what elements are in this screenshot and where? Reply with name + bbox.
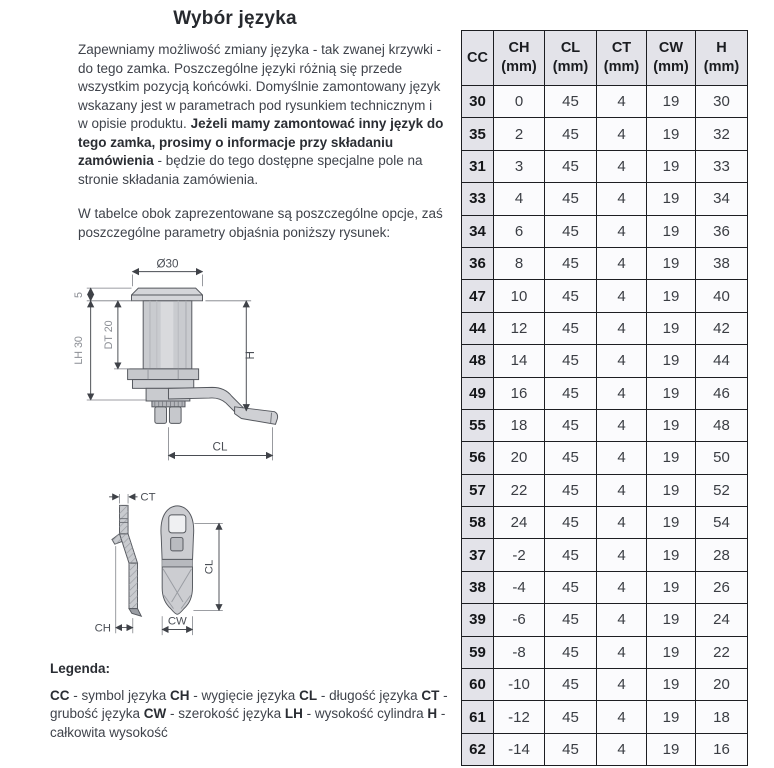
value-cell: 48 [696,409,748,441]
h-dim-label: H [244,351,258,360]
row-key-cell: 62 [462,733,494,765]
value-cell: 4 [597,571,647,603]
value-cell: 18 [494,409,545,441]
value-cell: 28 [696,539,748,571]
value-cell: 4 [597,733,647,765]
intro-text-1: Zapewniamy możliwość zmiany języka - tak zwanej krzywki - do tego zamka. Poszczególne języki różnią się przede wszystkim pozycją końcówki. Domyślnie zamontowany język wskazany jest w parametrach pod rysunkiem technicznym i w opisie produktu. [78,42,442,131]
value-cell: 54 [696,507,748,539]
value-cell: 19 [647,539,696,571]
table-row [462,215,748,247]
toothed-washer [152,401,185,407]
value-cell: 4 [597,507,647,539]
value-cell: 4 [494,183,545,215]
value-cell: 4 [597,247,647,279]
value-cell: 45 [545,539,597,571]
value-cell: -14 [494,733,545,765]
head-height-dim-label: 5 [72,291,85,298]
table-row [462,377,748,409]
value-cell: 45 [545,312,597,344]
value-cell: 45 [545,409,597,441]
value-cell: 45 [545,474,597,506]
legend-desc: - wysokość cylindra [302,706,428,721]
value-cell: 19 [647,345,696,377]
value-cell: 45 [545,215,597,247]
value-cell: 36 [696,215,748,247]
ct-dim-label: CT [140,491,156,504]
value-cell: 4 [597,669,647,701]
value-cell: 4 [597,150,647,182]
value-cell: 4 [597,409,647,441]
cl-dim-label: CL [203,559,216,575]
value-cell: 19 [647,442,696,474]
value-cell: 45 [545,183,597,215]
table-row [462,150,748,182]
spec-table [461,30,748,766]
value-cell: 4 [597,345,647,377]
value-cell: 24 [494,507,545,539]
legend-section [50,660,452,742]
value-cell: 19 [647,150,696,182]
value-cell: 19 [647,377,696,409]
value-cell: 45 [545,86,597,118]
row-key-cell: 58 [462,507,494,539]
table-row [462,86,748,118]
intro-text-2: - będzie do tego dostępne specjalne pole na stronie składania zamówienia. [78,153,423,187]
value-cell: 45 [545,247,597,279]
value-cell: 45 [545,733,597,765]
prong-left [155,407,167,424]
cw-dim-label: CW [167,615,187,628]
value-cell: 4 [597,636,647,668]
row-key-cell: 57 [462,474,494,506]
row-key-cell: 37 [462,539,494,571]
ch-dim-label: CH [94,622,111,635]
cl-dim-label: CL [212,440,228,454]
value-cell: 45 [545,636,597,668]
table-row [462,345,748,377]
value-cell: 32 [696,118,748,150]
value-cell: 19 [647,183,696,215]
value-cell: 4 [597,183,647,215]
value-cell: 50 [696,442,748,474]
row-key-cell: 30 [462,86,494,118]
value-cell: 44 [696,345,748,377]
value-cell: 45 [545,377,597,409]
table-row [462,474,748,506]
lock-head [132,288,203,301]
dt-dim-label: DT 20 [103,320,116,350]
intro-text-bold: Jeżeli mamy zamontować inny język do tego zamka, prosimy o informacje przy składaniu zamówienia [78,116,444,168]
value-cell: 4 [597,215,647,247]
table-note-paragraph: W tabelce obok zaprezentowane są poszczególne opcje, zaś poszczególne parametry objaśnia poniższy rysunek: [78,206,443,240]
value-cell: 4 [597,312,647,344]
cam-front-view [161,506,194,614]
legend-desc: - całkowita wysokość [50,706,446,740]
value-cell: 26 [696,571,748,603]
value-cell: 19 [647,409,696,441]
value-cell: 45 [545,150,597,182]
value-cell: 22 [696,636,748,668]
row-key-cell: 56 [462,442,494,474]
value-cell: 19 [647,507,696,539]
spec-table-head-row [462,31,748,86]
table-row [462,442,748,474]
row-key-cell: 33 [462,183,494,215]
value-cell: 45 [545,571,597,603]
value-cell: 2 [494,118,545,150]
legend-text [50,687,452,743]
legend-key: CT [421,687,440,703]
table-row [462,507,748,539]
value-cell: 38 [696,247,748,279]
value-cell: 19 [647,312,696,344]
table-row [462,604,748,636]
legend-desc: - grubość języka [50,687,448,721]
table-row [462,409,748,441]
legend-key: CL [299,687,318,703]
value-cell: 19 [647,733,696,765]
value-cell: 8 [494,247,545,279]
value-cell: 4 [597,604,647,636]
value-cell: 4 [597,701,647,733]
column-header-ch: CH (mm) [494,31,545,86]
row-key-cell: 49 [462,377,494,409]
value-cell: 45 [545,118,597,150]
table-row [462,733,748,765]
value-cell: 16 [494,377,545,409]
value-cell: 20 [494,442,545,474]
value-cell: 4 [597,442,647,474]
column-header-cl: CL (mm) [545,31,597,86]
table-row [462,669,748,701]
value-cell: 19 [647,571,696,603]
row-key-cell: 39 [462,604,494,636]
legend-key: CH [170,687,190,703]
value-cell: 14 [494,345,545,377]
row-key-cell: 61 [462,701,494,733]
lock-side-view-drawing [50,258,320,472]
table-row [462,183,748,215]
column-header-cw: CW (mm) [647,31,696,86]
value-cell: 4 [597,377,647,409]
value-cell: 22 [494,474,545,506]
legend-key: CC [50,687,70,703]
page-title: Wybór języka [173,8,297,29]
spec-table-head [462,31,748,86]
legend-desc: - symbol języka [69,687,171,703]
row-key-cell: 36 [462,247,494,279]
row-key-cell: 34 [462,215,494,247]
row-key-cell: 59 [462,636,494,668]
cam-side-view [112,505,141,616]
value-cell: 4 [597,539,647,571]
legend-desc: - wygięcie języka [189,687,300,703]
value-cell: 4 [597,86,647,118]
value-cell: 42 [696,312,748,344]
legend-key: LH [284,706,303,721]
table-row [462,312,748,344]
row-key-cell: 44 [462,312,494,344]
value-cell: 20 [696,669,748,701]
column-header-h: H (mm) [696,31,748,86]
value-cell: 16 [696,733,748,765]
value-cell: 0 [494,86,545,118]
value-cell: 19 [647,636,696,668]
table-row [462,118,748,150]
row-key-cell: 38 [462,571,494,603]
value-cell: 45 [545,507,597,539]
prong-right [169,407,181,424]
table-row [462,701,748,733]
value-cell: 4 [597,474,647,506]
value-cell: 45 [545,442,597,474]
hex-nut [128,369,199,380]
table-row [462,247,748,279]
row-key-cell: 60 [462,669,494,701]
row-key-cell: 48 [462,345,494,377]
value-cell: 30 [696,86,748,118]
value-cell: 19 [647,474,696,506]
legend-desc: - długość języka [317,687,422,703]
value-cell: 19 [647,215,696,247]
value-cell: 45 [545,701,597,733]
value-cell: 4 [597,280,647,312]
value-cell: 19 [647,669,696,701]
spec-table-body [462,86,748,766]
washer [132,380,193,389]
value-cell: 10 [494,280,545,312]
value-cell: -6 [494,604,545,636]
value-cell: 3 [494,150,545,182]
value-cell: 19 [647,86,696,118]
value-cell: -12 [494,701,545,733]
table-row [462,539,748,571]
value-cell: 12 [494,312,545,344]
value-cell: 4 [597,118,647,150]
value-cell: 52 [696,474,748,506]
value-cell: 19 [647,701,696,733]
row-key-cell: 47 [462,280,494,312]
value-cell: 45 [545,280,597,312]
value-cell: 40 [696,280,748,312]
row-key-cell: 35 [462,118,494,150]
value-cell: -4 [494,571,545,603]
value-cell: 19 [647,604,696,636]
value-cell: -8 [494,636,545,668]
legend-desc: - szerokość języka [166,706,285,721]
value-cell: 6 [494,215,545,247]
column-header-ct: CT (mm) [597,31,647,86]
row-key-cell: 55 [462,409,494,441]
cam-detail-drawing [50,476,280,656]
value-cell: 45 [545,345,597,377]
value-cell: -10 [494,669,545,701]
table-row [462,636,748,668]
value-cell: 24 [696,604,748,636]
table-row [462,280,748,312]
column-header-cc: CC [462,31,494,86]
intro-paragraph [78,41,444,189]
value-cell: 45 [545,604,597,636]
legend-heading: Legenda: [50,661,111,676]
content-column [50,0,460,742]
value-cell: 33 [696,150,748,182]
table-row [462,571,748,603]
value-cell: 46 [696,377,748,409]
value-cell: 45 [545,669,597,701]
legend-key: H [427,706,438,721]
cylinder-highlight [161,302,174,368]
lh-dim-label: LH 30 [72,336,85,365]
value-cell: 19 [647,118,696,150]
value-cell: 34 [696,183,748,215]
value-cell: 19 [647,280,696,312]
diameter-dim-label: Ø30 [156,258,179,271]
value-cell: 19 [647,247,696,279]
value-cell: -2 [494,539,545,571]
legend-key: CW [143,706,167,721]
value-cell: 18 [696,701,748,733]
row-key-cell: 31 [462,150,494,182]
